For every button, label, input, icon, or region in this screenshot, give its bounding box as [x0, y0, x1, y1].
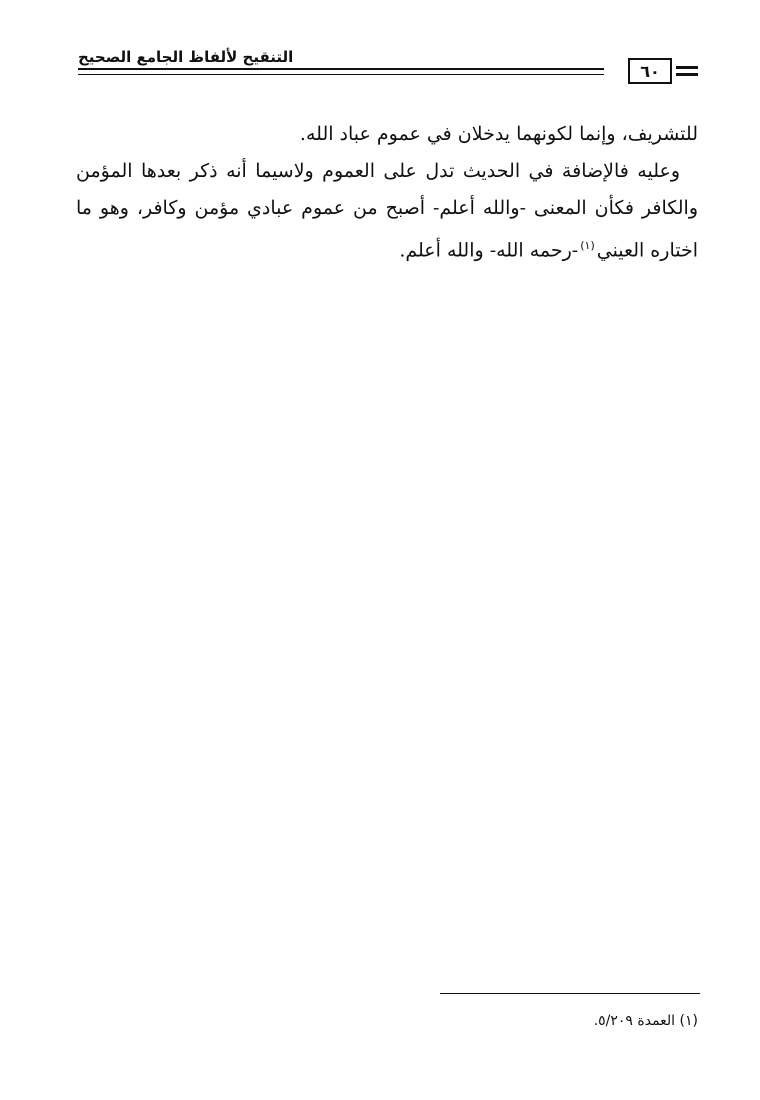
paragraph-1: للتشريف، وإنما لكونهما يدخلان في عموم عباد الله. — [299, 123, 698, 145]
header-rule-thin — [78, 74, 604, 75]
page-number: ٦٠ — [628, 58, 672, 84]
header-rule-thick — [78, 68, 604, 70]
main-text — [76, 116, 698, 269]
footnote-reference: (١) — [580, 239, 595, 252]
footnote-separator — [440, 993, 700, 994]
paragraph-2 — [76, 153, 698, 269]
paragraph-2-end: -رحمه الله- والله أعلم. — [399, 239, 579, 262]
paragraph-2-text: وعليه فالإضافة في الحديث تدل على العموم ولاسيما أنه ذكر بعدها المؤمن والكافر فكأن المعنى -والله أعلم- أصبح من عموم عبادي مؤمن وكافر، وهو ما اختاره العيني — [76, 160, 698, 262]
header-bar-upper — [676, 66, 698, 69]
footnote: (١) العمدة ٥/٢٠٩. — [593, 1013, 698, 1029]
running-header-title: التنقيح لألفاظ الجامع الصحيح — [78, 48, 294, 66]
header-bar-lower — [676, 73, 698, 76]
running-header — [78, 44, 698, 92]
